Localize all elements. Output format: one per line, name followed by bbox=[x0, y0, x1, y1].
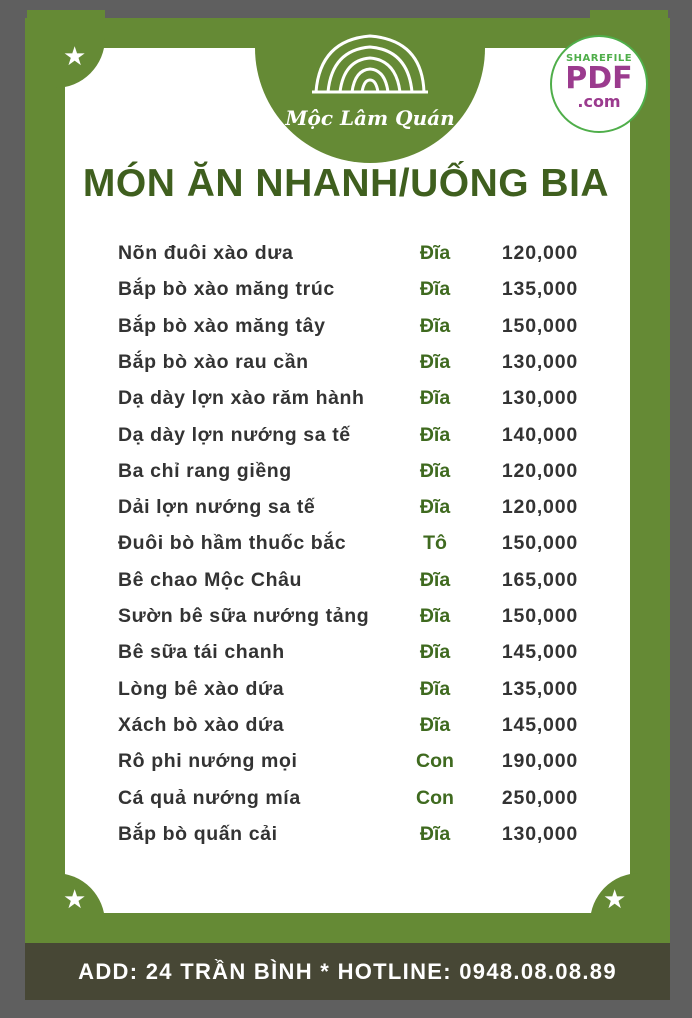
menu-item-price: 190,000 bbox=[501, 750, 578, 773]
menu-item-unit: Đĩa bbox=[419, 314, 451, 337]
menu-title: MÓN ĂN NHANH/UỐNG BIA bbox=[82, 162, 610, 205]
brand-name: Mộc Lâm Quán bbox=[285, 106, 455, 130]
menu-item bbox=[0, 490, 692, 526]
menu-item-price: 135,000 bbox=[501, 278, 578, 301]
menu-item-name: Dạ dày lợn nướng sa tế bbox=[118, 423, 351, 446]
menu-item-name: Rô phi nướng mọi bbox=[118, 750, 298, 773]
footer-address-hotline: ADD: 24 TRẦN BÌNH * HOTLINE: 0948.08.08.89 bbox=[78, 959, 617, 984]
menu-item-unit: Đĩa bbox=[419, 822, 451, 845]
menu-item bbox=[0, 381, 692, 417]
menu-item-price: 130,000 bbox=[501, 350, 578, 373]
badge-line3: .com bbox=[577, 92, 621, 111]
menu-item-price: 145,000 bbox=[501, 641, 578, 664]
menu-item-unit: Đĩa bbox=[419, 605, 451, 627]
menu-item bbox=[0, 708, 692, 744]
menu-item-price: 130,000 bbox=[501, 822, 578, 845]
menu-item bbox=[0, 817, 692, 853]
menu-item-name: Cá quả nướng mía bbox=[118, 786, 301, 809]
menu-item bbox=[0, 744, 692, 780]
menu-item-price: 120,000 bbox=[501, 496, 578, 519]
menu-item-price: 135,000 bbox=[501, 677, 578, 700]
menu-item-price: 150,000 bbox=[501, 605, 578, 627]
menu-item-unit: Đĩa bbox=[419, 459, 451, 482]
menu-item bbox=[0, 672, 692, 708]
tree-ring-slice-icon bbox=[310, 30, 430, 100]
star-icon: ★ bbox=[63, 885, 87, 915]
menu-item-name: Dạ dày lợn xào răm hành bbox=[118, 387, 365, 410]
menu-item-name: Ba chỉ rang giềng bbox=[118, 459, 292, 482]
menu-item-unit: Đĩa bbox=[419, 387, 451, 410]
menu-item-unit: Đĩa bbox=[419, 423, 451, 446]
menu-item bbox=[0, 635, 692, 671]
menu-item-name: Sườn bê sữa nướng tảng bbox=[118, 605, 370, 627]
menu-item-name: Lòng bê xào dứa bbox=[118, 677, 285, 700]
menu-item-name: Bê sữa tái chanh bbox=[118, 641, 285, 664]
menu-item-price: 120,000 bbox=[501, 242, 578, 264]
footer-bar bbox=[25, 943, 670, 1000]
star-icon: ★ bbox=[603, 885, 627, 915]
menu-item bbox=[0, 454, 692, 490]
menu-item-unit: Đĩa bbox=[419, 496, 451, 519]
menu-item-name: Bê chao Mộc Châu bbox=[118, 568, 303, 591]
menu-item-price: 140,000 bbox=[501, 423, 578, 446]
menu-item-unit: Đĩa bbox=[419, 242, 451, 264]
menu-item-unit: Tô bbox=[423, 532, 447, 555]
logo-dome bbox=[255, 18, 485, 163]
menu-item bbox=[0, 236, 692, 272]
menu-item-unit: Đĩa bbox=[419, 568, 451, 591]
menu-item-unit: Đĩa bbox=[419, 713, 451, 736]
badge-line2: PDF bbox=[565, 61, 633, 96]
menu-item-name: Bắp bò xào rau cần bbox=[118, 350, 309, 373]
star-icon: ★ bbox=[63, 42, 87, 72]
menu-item-unit: Đĩa bbox=[419, 641, 451, 664]
menu-item-price: 250,000 bbox=[501, 786, 578, 809]
menu-item-price: 165,000 bbox=[501, 568, 578, 591]
menu-item bbox=[0, 418, 692, 454]
corner-bottom-right bbox=[590, 873, 668, 951]
sharefile-pdf-badge bbox=[550, 35, 648, 133]
menu-item-price: 150,000 bbox=[501, 314, 578, 337]
menu-item bbox=[0, 309, 692, 345]
menu-item-unit: Đĩa bbox=[419, 677, 451, 700]
menu-item bbox=[0, 781, 692, 817]
menu-item-name: Bắp bò xào măng trúc bbox=[118, 278, 335, 301]
menu-item-name: Dải lợn nướng sa tế bbox=[118, 496, 316, 519]
menu-item bbox=[0, 599, 692, 635]
menu-item-unit: Con bbox=[416, 750, 454, 773]
menu-item-price: 150,000 bbox=[501, 532, 578, 555]
menu-item-price: 145,000 bbox=[501, 713, 578, 736]
menu-item-price: 130,000 bbox=[501, 387, 578, 410]
badge-line1: SHAREFILE bbox=[565, 53, 633, 64]
menu-item-name: Bắp bò xào măng tây bbox=[118, 314, 326, 337]
menu-item-name: Nõn đuôi xào dưa bbox=[118, 242, 294, 264]
menu-item-unit: Đĩa bbox=[419, 278, 451, 301]
menu-item bbox=[0, 345, 692, 381]
menu-item bbox=[0, 526, 692, 562]
menu-item-name: Đuôi bò hầm thuốc bắc bbox=[118, 532, 347, 555]
menu-item-name: Bắp bò quấn cải bbox=[118, 822, 278, 845]
menu-item-unit: Con bbox=[416, 786, 454, 809]
menu-item bbox=[0, 272, 692, 308]
menu-item-name: Xách bò xào dứa bbox=[118, 713, 285, 736]
menu-item-price: 120,000 bbox=[501, 459, 578, 482]
menu-item-unit: Đĩa bbox=[419, 350, 451, 373]
menu-item bbox=[0, 563, 692, 599]
